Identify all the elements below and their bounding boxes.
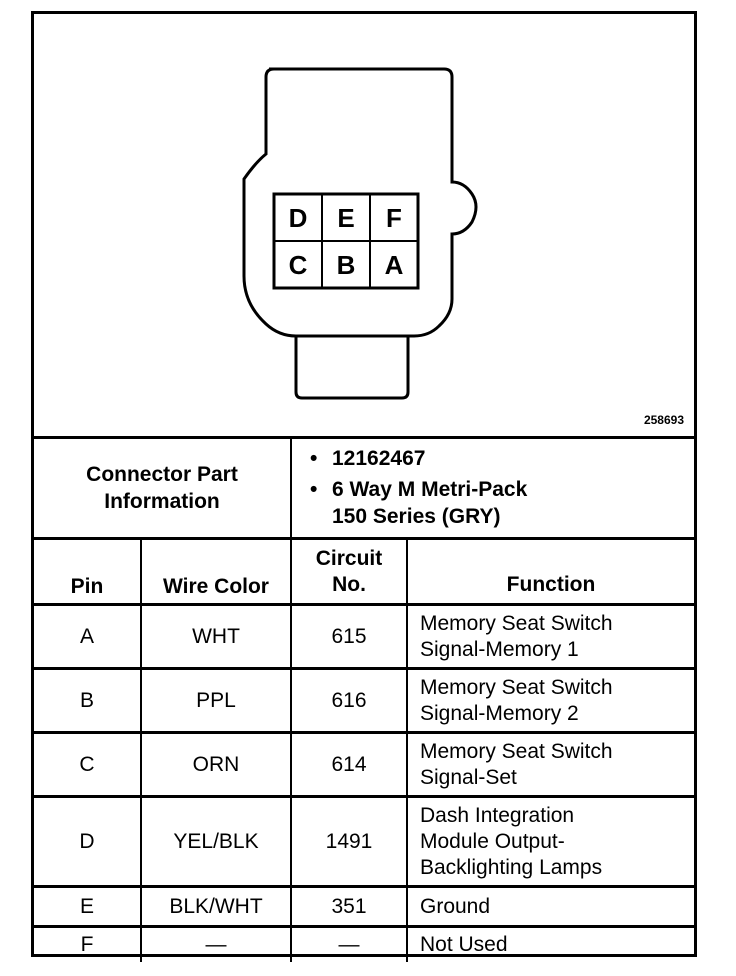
pin-label-1: E (337, 203, 355, 233)
function-line: Module Output- (420, 829, 565, 853)
cell-circuit: 616 (331, 688, 367, 712)
cell-circuit: — (338, 933, 360, 956)
connector-part-info-label (34, 439, 290, 537)
cell-pin: E (79, 894, 94, 918)
cell-wire-color: ORN (192, 752, 240, 776)
part-info-label-line1: Connector Part (86, 463, 238, 486)
header-wire-color: Wire Color (163, 575, 269, 598)
bullet: • (310, 447, 318, 470)
part-info-label-line2: Information (104, 490, 220, 513)
table-row (34, 731, 694, 795)
pin-label-0: D (288, 203, 308, 233)
cell-pin: F (80, 933, 94, 956)
cell-wire-color: YEL/BLK (173, 829, 259, 853)
connector-part-info-row (34, 436, 694, 537)
bullet: • (310, 478, 318, 501)
table-row (34, 885, 694, 925)
function-line: Ground (420, 894, 491, 918)
pin-label-3: C (288, 250, 308, 280)
cell-pin: A (79, 624, 94, 648)
header-pin: Pin (70, 575, 104, 598)
function-line: Backlighting Lamps (420, 855, 603, 879)
part-number: 12162467 (332, 447, 426, 470)
cell-wire-color: — (205, 933, 227, 956)
function-line: Memory Seat Switch (420, 675, 613, 699)
pin-label-5: A (384, 250, 404, 280)
table-header-row (34, 537, 694, 603)
function-line: Memory Seat Switch (420, 739, 613, 763)
cell-pin: D (79, 829, 95, 853)
function-line: Signal-Memory 1 (420, 637, 579, 661)
function-line: Not Used (420, 933, 508, 956)
connector-description-line1: 6 Way M Metri-Pack (332, 478, 528, 501)
table-row (34, 603, 694, 667)
header-function: Function (506, 573, 596, 596)
pin-label-2: F (386, 203, 402, 233)
cell-function (408, 734, 694, 795)
function-line: Dash Integration (420, 803, 575, 827)
cell-function (408, 888, 694, 925)
connector-part-info-values (292, 439, 694, 537)
connector-body-outline (244, 69, 476, 336)
cell-wire-color: BLK/WHT (169, 894, 263, 918)
pin-label-4: B (336, 250, 356, 280)
connector-lower-tab (296, 336, 408, 398)
table-row (34, 667, 694, 731)
cell-function (408, 928, 694, 962)
table-row (34, 795, 694, 885)
connector-diagram-frame (31, 11, 697, 957)
cell-pin: B (79, 688, 94, 712)
function-line: Signal-Memory 2 (420, 701, 579, 725)
header-circuit-no (292, 540, 406, 603)
cell-function (408, 670, 694, 731)
cell-function (408, 606, 694, 667)
cell-circuit: 615 (331, 624, 367, 648)
connector-description-line2: 150 Series (GRY) (332, 505, 501, 528)
function-line: Signal-Set (420, 765, 517, 789)
cell-circuit: 351 (331, 894, 367, 918)
header-circuit-line2: No. (332, 572, 366, 596)
figure-id: 258693 (643, 413, 684, 427)
connector-illustration (34, 14, 694, 436)
header-circuit-line1: Circuit (315, 546, 383, 570)
table-row (34, 925, 694, 962)
cell-function (408, 798, 694, 885)
cell-pin: C (79, 752, 95, 776)
connector-face-svg (34, 14, 694, 436)
cell-wire-color: WHT (192, 624, 240, 648)
function-line: Memory Seat Switch (420, 611, 613, 635)
cell-circuit: 1491 (325, 829, 373, 853)
cell-wire-color: PPL (196, 688, 236, 712)
cell-circuit: 614 (331, 752, 367, 776)
